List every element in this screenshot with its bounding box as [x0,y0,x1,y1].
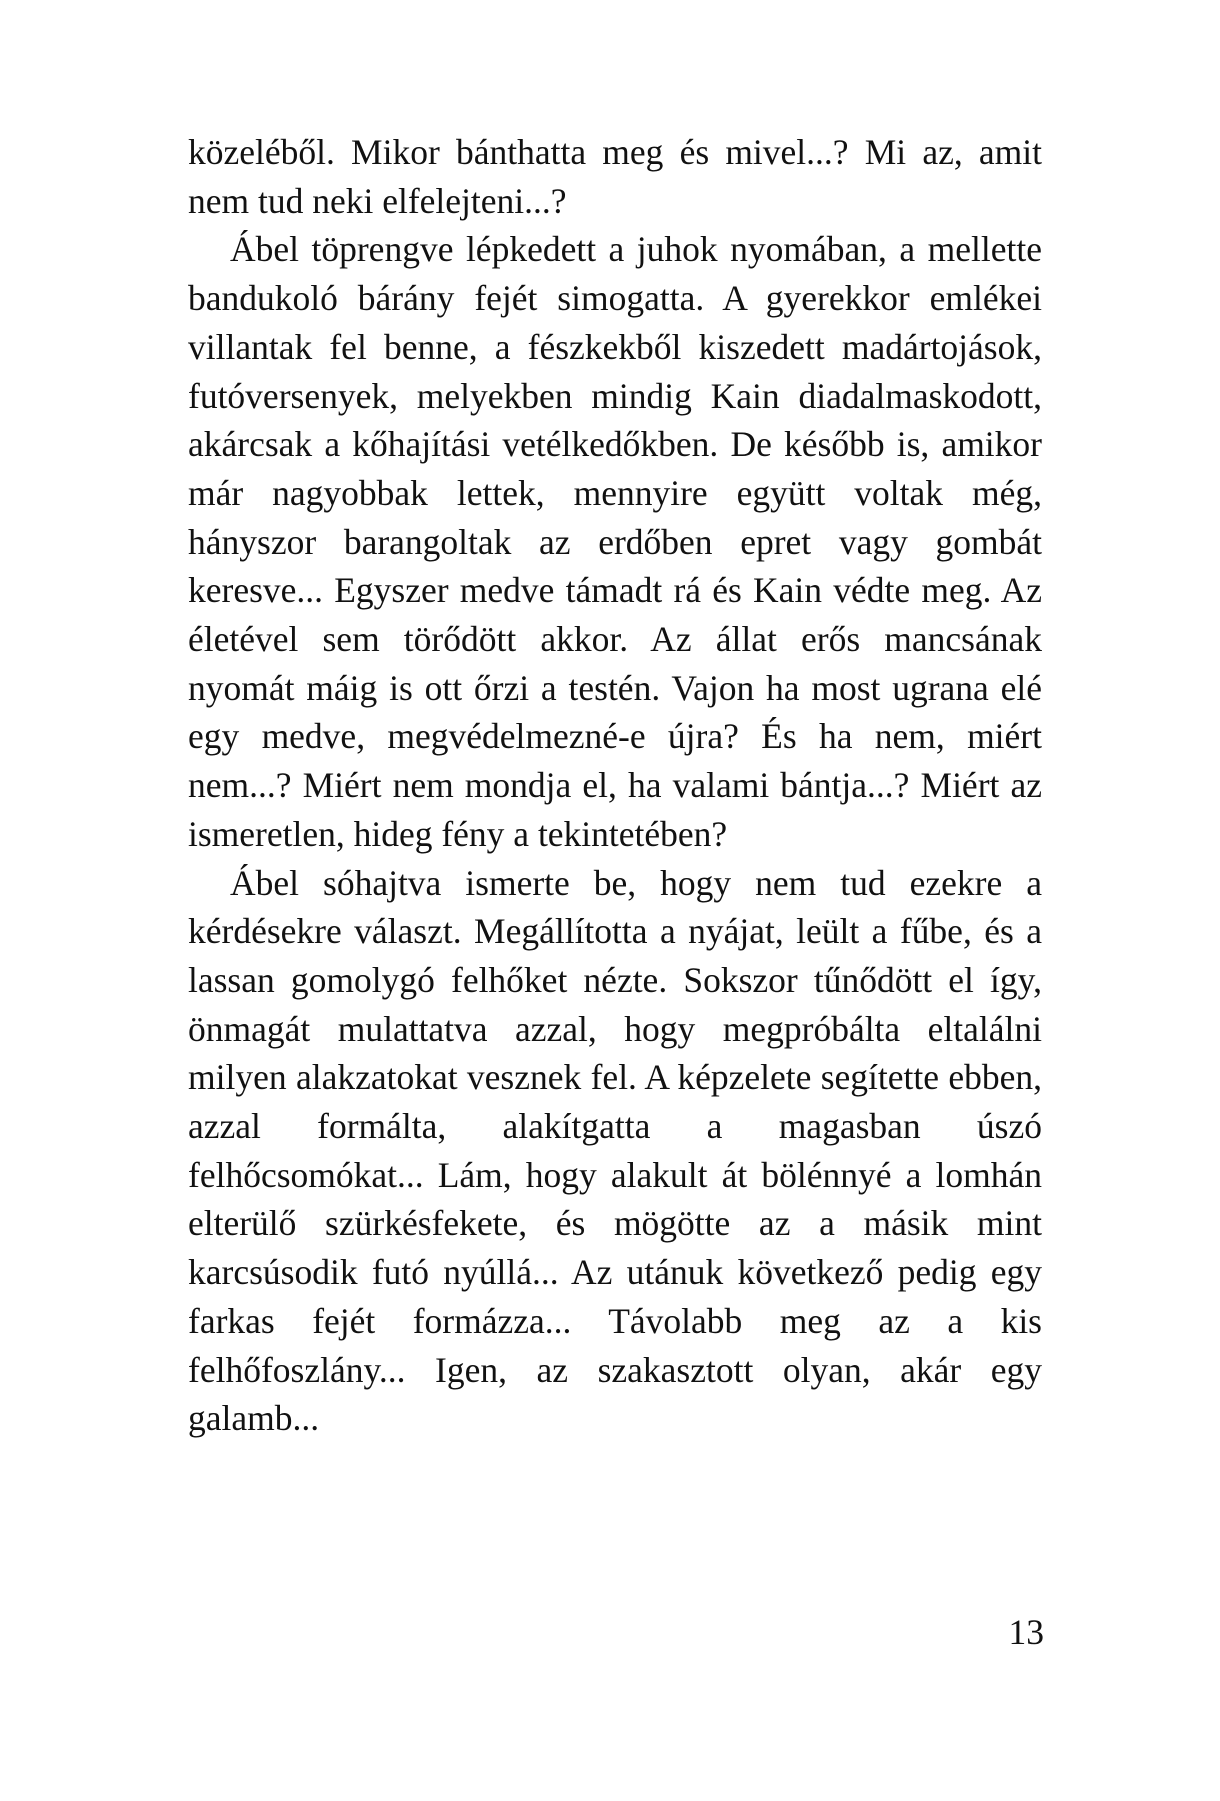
paragraph: Ábel sóhajtva ismerte be, hogy nem tud ezekre a kérdésekre választ. Megállította a nyájat, leült a fűbe, és a lassan gomolygó felhőket nézte. Sokszor tűnődött el így, önmagát mulattatva azzal, hogy megpróbálta eltalálni milyen alakzatokat vesznek fel. A képzelete segítette ebben, azzal formálta, alakítgatta a magasban úszó felhőcsomókat... Lám, hogy alakult át bölénnyé a lomhán elterülő szürkésfekete, és mögötte az a másik mint karcsúsodik futó nyúllá... Az utánuk következő pedig egy farkas fejét formázza... Távolabb meg az a kis felhőfoszlány... Igen, az szakasztott olyan, akár egy galamb... [188,862,1042,1439]
page-body [188,128,1042,1443]
paragraph: Ábel töprengve lépkedett a juhok nyomában, a mellette bandukoló bárány fejét simogatta. A gyerekkor emlékei villantak fel benne, a fészkekből kiszedett madártojások, futóversenyek, melyekben mindig Kain diadalmaskodott, akárcsak a kőhajítási vetélkedőkben. De később is, amikor már nagyobbak lettek, mennyire együtt voltak még, hányszor barangoltak az erdőben epret vagy gombát keresve... Egyszer medve támadt rá és Kain védte meg. Az életével sem törődött akkor. Az állat erős mancsának nyomát máig is ott őrzi a testén. Vajon ha most ugrana elé egy medve, megvédelmezné-e újra? És ha nem, miért nem...? Miért nem mondja el, ha valami bántja...? Miért az ismeretlen, hideg fény a tekintetében? [188,229,1042,854]
page-number: 13 [1008,1612,1044,1652]
paragraph-continued: közeléből. Mikor bánthatta meg és mivel...? Mi az, amit nem tud neki elfelejteni...? [188,132,1042,221]
